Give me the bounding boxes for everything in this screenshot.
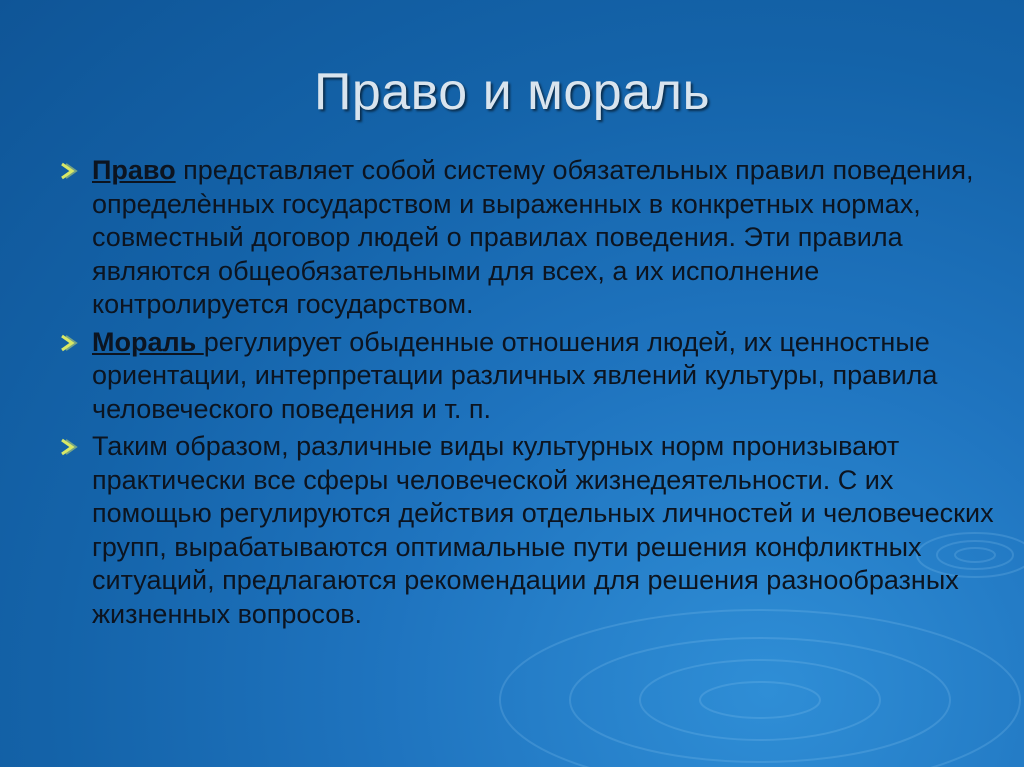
slide-body [56,154,996,635]
chevron-right-icon [56,156,80,186]
bullet-text-law: представляет собой систему обязательных правил поведения, определѐнных государством и выраженных в конкретных нормах, совместный договор людей о правилах поведения. Эти правила являются общеобязательными для всех, а их исполнение контролируется государством. [92,155,974,319]
bullet-text-conclusion: Таким образом, различные виды культурных норм пронизывают практически все сферы человеческой жизнедеятельности. С их помощью регулируются действия отдельных личностей и человеческих групп, вырабатываются оптимальные пути решения конфликтных ситуаций, предлагаются рекомендации для решения разнообразных жизненных вопросов. [92,431,994,629]
bullet-item-morality [56,326,996,427]
chevron-right-icon [56,328,80,358]
term-law: Право [92,155,176,185]
slide-title: Право и мораль [313,63,711,121]
chevron-right-icon [56,432,80,462]
term-morality: Мораль [92,326,204,357]
bullet-item-law [56,154,996,322]
bullet-item-conclusion [56,430,996,631]
bullet-text-morality: регулирует обыденные отношения людей, их ценностные ориентации, интерпретации различных явлений культуры, правила человеческого поведения и т. п. [92,326,938,424]
